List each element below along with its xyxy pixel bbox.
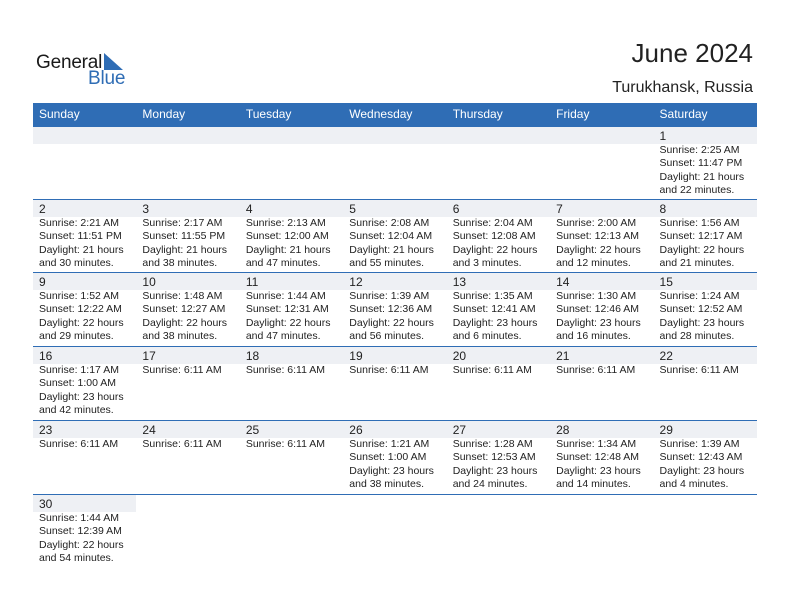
sunrise-text: Sunrise: 1:44 AM (245, 290, 326, 302)
daylight-text: Daylight: 22 hours (39, 316, 124, 329)
day-cell-9 (33, 273, 136, 346)
day-cell-19 (343, 347, 446, 420)
daylight-text: Daylight: 21 hours (39, 243, 124, 256)
day-cell-30 (33, 495, 136, 569)
daylight-text: Daylight: 22 hours (142, 316, 228, 329)
daylight-text: Daylight: 23 hours (452, 464, 538, 477)
day-cell-20 (447, 347, 550, 420)
daylight-text: Daylight: 22 hours (452, 243, 538, 256)
day-number (246, 129, 343, 144)
daylight-text: and 14 minutes. (556, 478, 631, 491)
sunrise-text: Sunrise: 1:44 AM (39, 512, 119, 524)
sunrise-text: Sunrise: 2:13 AM (245, 217, 326, 229)
daylight-text: Daylight: 22 hours (556, 243, 641, 256)
week-row (33, 420, 757, 494)
daylight-text: and 22 minutes. (659, 184, 735, 197)
daylight-text: and 30 minutes. (39, 257, 114, 270)
daylight-text: Daylight: 23 hours (349, 464, 434, 477)
day-cell-18 (240, 347, 343, 420)
daylight-text: Daylight: 21 hours (349, 243, 434, 256)
sunset-text: Sunset: 12:17 AM (659, 230, 743, 243)
day-number: 21 (556, 349, 570, 363)
day-number: 27 (452, 423, 467, 437)
daylight-text: Daylight: 22 hours (659, 243, 745, 256)
daylight-text: and 29 minutes. (39, 330, 114, 343)
calendar (33, 103, 757, 569)
day-cell-10 (136, 273, 239, 346)
empty-day-cell (240, 127, 343, 199)
sunrise-text: Sunrise: 2:17 AM (142, 217, 223, 229)
sunset-text: Sunset: 12:46 AM (556, 303, 639, 316)
day-number (39, 129, 136, 144)
sunrise-text: Sunrise: 6:11 AM (39, 438, 119, 450)
weekday-tuesday: Tuesday (245, 107, 292, 121)
day-cell-26 (343, 421, 446, 494)
sunrise-text: Sunrise: 1:35 AM (452, 290, 533, 302)
week-row (33, 272, 757, 346)
day-number: 20 (452, 349, 467, 363)
week-row (33, 126, 757, 199)
sunrise-text: Sunrise: 6:11 AM (245, 364, 326, 376)
sunrise-text: Sunrise: 2:25 AM (659, 144, 740, 156)
day-number: 17 (142, 349, 156, 363)
sunset-text: Sunset: 12:04 AM (349, 230, 433, 243)
daylight-text: Daylight: 23 hours (659, 316, 745, 329)
daylight-text: Daylight: 22 hours (349, 316, 434, 329)
empty-day-cell (33, 127, 136, 199)
day-cell-11 (240, 273, 343, 346)
daylight-text: and 28 minutes. (659, 330, 735, 343)
day-number: 4 (245, 202, 253, 216)
daylight-text: Daylight: 21 hours (245, 243, 331, 256)
daylight-text: Daylight: 23 hours (659, 464, 745, 477)
daylight-text: and 38 minutes. (142, 257, 218, 270)
location-label: Turukhansk, Russia (612, 79, 753, 96)
sunrise-text: Sunrise: 2:00 AM (556, 217, 637, 229)
daylight-text: Daylight: 23 hours (556, 316, 641, 329)
day-cell-14 (550, 273, 653, 346)
day-number: 28 (556, 423, 570, 437)
day-number: 8 (659, 202, 667, 216)
sunset-text: Sunset: 12:27 AM (142, 303, 226, 316)
day-number: 12 (349, 275, 363, 289)
day-number: 1 (659, 129, 667, 143)
sunrise-text: Sunrise: 1:39 AM (659, 438, 740, 450)
daylight-text: and 21 minutes. (659, 257, 735, 270)
day-number: 24 (142, 423, 156, 437)
weekday-monday: Monday (142, 107, 186, 121)
weekday-sunday: Sunday (39, 107, 80, 121)
day-number: 19 (349, 349, 363, 363)
week-row (33, 346, 757, 420)
logo (36, 50, 136, 90)
sunset-text: Sunset: 12:36 AM (349, 303, 433, 316)
sunset-text: Sunset: 12:39 AM (39, 525, 122, 538)
sunrise-text: Sunrise: 1:48 AM (142, 290, 223, 302)
day-cell-24 (136, 421, 239, 494)
daylight-text: Daylight: 22 hours (39, 538, 124, 551)
daylight-text: Daylight: 23 hours (39, 390, 124, 403)
day-cell-8 (654, 200, 757, 272)
sunset-text: Sunset: 12:41 AM (452, 303, 536, 316)
day-cell-13 (447, 273, 550, 346)
sunset-text: Sunset: 12:48 AM (556, 451, 639, 464)
sunrise-text: Sunrise: 1:34 AM (556, 438, 637, 450)
day-cell-23 (33, 421, 136, 494)
day-cell-16 (33, 347, 136, 420)
sunset-text: Sunset: 12:43 AM (659, 451, 743, 464)
day-number: 6 (452, 202, 460, 216)
calendar-body (33, 126, 757, 569)
sunrise-text: Sunrise: 2:08 AM (349, 217, 430, 229)
day-number: 3 (142, 202, 150, 216)
weekday-header (33, 103, 757, 126)
sunset-text: Sunset: 12:53 AM (452, 451, 536, 464)
day-number: 11 (245, 275, 259, 289)
daylight-text: and 6 minutes. (452, 330, 522, 343)
daylight-text: and 47 minutes. (245, 330, 321, 343)
day-cell-17 (136, 347, 239, 420)
day-number: 18 (245, 349, 260, 363)
day-cell-28 (550, 421, 653, 494)
day-cell-4 (240, 200, 343, 272)
daylight-text: and 56 minutes. (349, 330, 424, 343)
sunset-text: Sunset: 12:31 AM (245, 303, 329, 316)
daylight-text: and 3 minutes. (452, 257, 522, 270)
sunset-text: Sunset: 11:47 PM (659, 157, 743, 170)
daylight-text: and 55 minutes. (349, 257, 424, 270)
weekday-saturday: Saturday (659, 107, 708, 121)
daylight-text: Daylight: 22 hours (245, 316, 331, 329)
weekday-wednesday: Wednesday (349, 107, 413, 121)
day-number: 13 (452, 275, 467, 289)
day-number (142, 129, 239, 144)
sunrise-text: Sunrise: 1:39 AM (349, 290, 430, 302)
page-title: June 2024 (631, 38, 753, 68)
sunrise-text: Sunrise: 1:28 AM (452, 438, 533, 450)
daylight-text: and 47 minutes. (245, 257, 321, 270)
weekday-friday: Friday (556, 107, 590, 121)
day-cell-12 (343, 273, 446, 346)
sunrise-text: Sunrise: 1:52 AM (39, 290, 119, 302)
day-cell-21 (550, 347, 653, 420)
day-number: 23 (39, 423, 53, 437)
day-number: 15 (659, 275, 673, 289)
sunrise-text: Sunrise: 6:11 AM (659, 364, 739, 376)
sunrise-text: Sunrise: 1:56 AM (659, 217, 740, 229)
sunrise-text: Sunrise: 2:04 AM (452, 217, 533, 229)
logo-text-blue: Blue (88, 68, 126, 89)
sunset-text: Sunset: 1:00 AM (349, 451, 427, 464)
sunset-text: Sunset: 11:51 PM (39, 230, 122, 243)
daylight-text: Daylight: 21 hours (142, 243, 228, 256)
day-cell-2 (33, 200, 136, 272)
daylight-text: Daylight: 23 hours (452, 316, 538, 329)
day-cell-22 (654, 347, 757, 420)
sunset-text: Sunset: 11:55 PM (142, 230, 226, 243)
day-cell-7 (550, 200, 653, 272)
day-number: 14 (556, 275, 570, 289)
sunset-text: Sunset: 12:22 AM (39, 303, 122, 316)
day-cell-29 (654, 421, 757, 494)
sunset-text: Sunset: 12:13 AM (556, 230, 639, 243)
daylight-text: and 54 minutes. (39, 552, 114, 565)
daylight-text: and 38 minutes. (349, 478, 424, 491)
day-number: 10 (142, 275, 156, 289)
day-number: 25 (245, 423, 260, 437)
sunrise-text: Sunrise: 6:11 AM (142, 364, 222, 376)
sunset-text: Sunset: 1:00 AM (39, 377, 117, 390)
daylight-text: and 12 minutes. (556, 257, 631, 270)
sunrise-text: Sunrise: 6:11 AM (142, 438, 222, 450)
day-cell-25 (240, 421, 343, 494)
daylight-text: and 42 minutes. (39, 404, 114, 417)
day-number: 2 (39, 202, 46, 216)
empty-day-cell (550, 127, 653, 199)
daylight-text: Daylight: 21 hours (659, 170, 745, 183)
sunrise-text: Sunrise: 6:11 AM (452, 364, 532, 376)
day-number: 7 (556, 202, 563, 216)
day-cell-27 (447, 421, 550, 494)
day-number (556, 129, 653, 144)
day-cell-5 (343, 200, 446, 272)
sunset-text: Sunset: 12:08 AM (452, 230, 536, 243)
day-number: 5 (349, 202, 356, 216)
daylight-text: and 16 minutes. (556, 330, 631, 343)
sunrise-text: Sunrise: 1:24 AM (659, 290, 740, 302)
sunrise-text: Sunrise: 1:21 AM (349, 438, 430, 450)
weekday-thursday: Thursday (452, 107, 503, 121)
day-number: 30 (39, 497, 53, 511)
daylight-text: and 4 minutes. (659, 478, 729, 491)
sunrise-text: Sunrise: 6:11 AM (349, 364, 429, 376)
sunrise-text: Sunrise: 6:11 AM (245, 438, 326, 450)
day-number: 29 (659, 423, 673, 437)
daylight-text: and 24 minutes. (452, 478, 528, 491)
sunrise-text: Sunrise: 1:17 AM (39, 364, 119, 376)
sunset-text: Sunset: 12:52 AM (659, 303, 743, 316)
empty-day-cell (343, 127, 446, 199)
day-cell-1 (654, 127, 757, 199)
empty-day-cell (447, 127, 550, 199)
week-row (33, 494, 757, 569)
logo-text-general: General (36, 52, 103, 73)
day-number: 9 (39, 275, 46, 289)
day-cell-3 (136, 200, 239, 272)
daylight-text: and 38 minutes. (142, 330, 218, 343)
day-number (349, 129, 446, 144)
day-cell-6 (447, 200, 550, 272)
day-number (453, 129, 550, 144)
day-number: 26 (349, 423, 363, 437)
day-number: 16 (39, 349, 53, 363)
daylight-text: Daylight: 23 hours (556, 464, 641, 477)
sunrise-text: Sunrise: 2:21 AM (39, 217, 119, 229)
sunrise-text: Sunrise: 1:30 AM (556, 290, 637, 302)
empty-day-cell (136, 127, 239, 199)
sunrise-text: Sunrise: 6:11 AM (556, 364, 636, 376)
day-number: 22 (659, 349, 673, 363)
day-cell-15 (654, 273, 757, 346)
week-row (33, 199, 757, 272)
sunset-text: Sunset: 12:00 AM (245, 230, 329, 243)
